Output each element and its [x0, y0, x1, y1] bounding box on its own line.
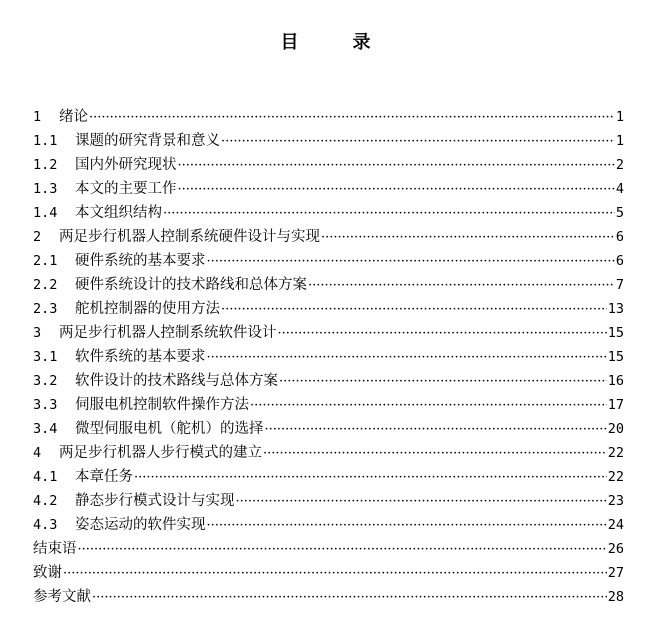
- toc-entry-acknowledgements[interactable]: [33, 561, 624, 585]
- entry-label: 微型伺服电机（舵机）的选择: [75, 421, 264, 437]
- entry-number: 4.3: [33, 517, 58, 533]
- entry-label: 软件设计的技术路线与总体方案: [75, 373, 278, 389]
- entry-page: 27: [607, 565, 624, 581]
- entry-label: 参考文献: [33, 589, 91, 605]
- dot-leader: [265, 418, 607, 441]
- entry-page: 6: [615, 253, 624, 269]
- toc-entry-section-1-2[interactable]: [33, 153, 624, 177]
- toc-entry-conclusion[interactable]: [33, 537, 624, 561]
- entry-label: 硬件系统的基本要求: [75, 253, 206, 269]
- entry-number: 4: [33, 445, 42, 461]
- entry-page: 28: [607, 589, 624, 605]
- entry-number: 3: [33, 325, 42, 341]
- entry-number: 3.3: [33, 397, 58, 413]
- dot-leader: [236, 490, 607, 513]
- entry-page: 23: [607, 493, 624, 509]
- entry-page: 7: [615, 277, 624, 293]
- dot-leader: [134, 466, 607, 489]
- entry-page: 6: [615, 229, 624, 245]
- entry-label: 绪论: [59, 109, 88, 125]
- entry-label: 硬件系统设计的技术路线和总体方案: [75, 277, 307, 293]
- dot-leader: [207, 346, 607, 369]
- entry-number: 1.1: [33, 133, 58, 149]
- dot-leader: [178, 154, 615, 177]
- toc-entry-chapter-1[interactable]: [33, 105, 624, 129]
- toc-entry-section-3-4[interactable]: [33, 417, 624, 441]
- toc-entry-section-1-3[interactable]: [33, 177, 624, 201]
- dot-leader: [221, 298, 607, 321]
- dot-leader: [78, 538, 607, 561]
- entry-number: 1.3: [33, 181, 58, 197]
- entry-label: 本章任务: [75, 469, 133, 485]
- toc-entry-section-2-3[interactable]: [33, 297, 624, 321]
- toc-entry-section-4-2[interactable]: [33, 489, 624, 513]
- dot-leader: [89, 106, 615, 129]
- entry-page: 1: [615, 109, 624, 125]
- toc-entry-section-4-3[interactable]: [33, 513, 624, 537]
- dot-leader: [63, 562, 607, 585]
- entry-label: 本文组织结构: [75, 205, 162, 221]
- entry-page: 15: [607, 325, 624, 341]
- dot-leader: [207, 250, 615, 273]
- dot-leader: [278, 322, 607, 345]
- entry-number: 2.2: [33, 277, 58, 293]
- toc-entry-section-3-1[interactable]: [33, 345, 624, 369]
- toc-entry-section-2-1[interactable]: [33, 249, 624, 273]
- toc-entry-references[interactable]: [33, 585, 624, 609]
- dot-leader: [92, 586, 607, 609]
- entry-label: 两足步行机器人控制系统软件设计: [59, 325, 277, 341]
- entry-number: 1: [33, 109, 42, 125]
- toc-entry-section-4-1[interactable]: [33, 465, 624, 489]
- entry-page: 2: [615, 157, 624, 173]
- entry-number: 2.3: [33, 301, 58, 317]
- entry-label: 两足步行机器人控制系统硬件设计与实现: [59, 229, 320, 245]
- toc-entry-section-1-1[interactable]: [33, 129, 624, 153]
- dot-leader: [163, 202, 615, 225]
- entry-label: 结束语: [33, 541, 77, 557]
- entry-number: 4.2: [33, 493, 58, 509]
- entry-page: 22: [607, 445, 624, 461]
- entry-number: 3.4: [33, 421, 58, 437]
- entry-page: 24: [607, 517, 624, 533]
- entry-label: 两足步行机器人步行模式的建立: [59, 445, 262, 461]
- entry-page: 17: [607, 397, 624, 413]
- toc-entry-chapter-4[interactable]: [33, 441, 624, 465]
- entry-label: 软件系统的基本要求: [75, 349, 206, 365]
- entry-number: 2.1: [33, 253, 58, 269]
- dot-leader: [279, 370, 607, 393]
- entry-page: 26: [607, 541, 624, 557]
- toc-entry-section-3-2[interactable]: [33, 369, 624, 393]
- dot-leader: [250, 394, 607, 417]
- entry-page: 22: [607, 469, 624, 485]
- entry-page: 20: [607, 421, 624, 437]
- entry-number: 3.2: [33, 373, 58, 389]
- toc-entry-chapter-2[interactable]: [33, 225, 624, 249]
- entry-number: 1.2: [33, 157, 58, 173]
- entry-page: 5: [615, 205, 624, 221]
- entry-page: 1: [615, 133, 624, 149]
- dot-leader: [263, 442, 607, 465]
- dot-leader: [221, 130, 615, 153]
- table-of-contents: [33, 105, 624, 609]
- entry-page: 15: [607, 349, 624, 365]
- entry-label: 伺服电机控制软件操作方法: [75, 397, 249, 413]
- entry-page: 16: [607, 373, 624, 389]
- dot-leader: [321, 226, 615, 249]
- dot-leader: [178, 178, 615, 201]
- entry-page: 4: [615, 181, 624, 197]
- entry-number: 2: [33, 229, 42, 245]
- toc-entry-chapter-3[interactable]: [33, 321, 624, 345]
- entry-number: 3.1: [33, 349, 58, 365]
- entry-label: 静态步行模式设计与实现: [75, 493, 235, 509]
- entry-label: 致谢: [33, 565, 62, 581]
- entry-number: 1.4: [33, 205, 58, 221]
- entry-label: 舵机控制器的使用方法: [75, 301, 220, 317]
- toc-title: 目 录: [280, 32, 389, 53]
- toc-entry-section-1-4[interactable]: [33, 201, 624, 225]
- dot-leader: [308, 274, 615, 297]
- toc-entry-section-3-3[interactable]: [33, 393, 624, 417]
- toc-entry-section-2-2[interactable]: [33, 273, 624, 297]
- entry-label: 姿态运动的软件实现: [75, 517, 206, 533]
- entry-label: 本文的主要工作: [75, 181, 177, 197]
- entry-label: 课题的研究背景和意义: [75, 133, 220, 149]
- entry-number: 4.1: [33, 469, 58, 485]
- dot-leader: [207, 514, 607, 537]
- entry-label: 国内外研究现状: [75, 157, 177, 173]
- entry-page: 13: [607, 301, 624, 317]
